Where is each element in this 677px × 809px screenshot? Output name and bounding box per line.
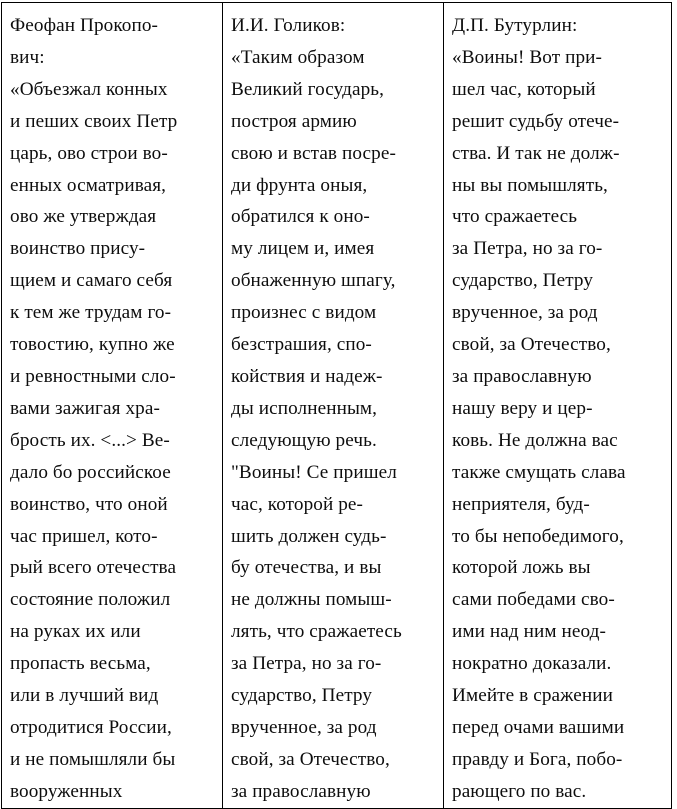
quote-line: также смущать слава <box>452 461 626 483</box>
quote-line: свой, за Отечество, <box>231 748 390 770</box>
quote-line: или в лучший вид <box>10 685 159 707</box>
quote-line: решит судьбу отече- <box>452 110 620 132</box>
quote-line: нашу веру и цер- <box>452 397 593 419</box>
quote-line: за православную <box>231 780 371 802</box>
quote-line: дало бо российское <box>10 461 171 483</box>
quote-line: состояние положил <box>10 589 171 611</box>
quote-line: ны вы помышлять, <box>452 174 608 196</box>
quote-line: пропасть весьма, <box>10 653 151 675</box>
quote-line: следующую речь. <box>231 429 377 451</box>
quote-line: воинство, что оной <box>10 493 168 515</box>
quote-line: рый всего отечества <box>10 557 177 579</box>
table-cell-golikov <box>223 3 444 809</box>
quote-line: шить должен судь- <box>231 525 387 547</box>
quote-line: то бы непобедимого, <box>452 525 624 547</box>
quote-line: Имейте в сражении <box>452 685 613 707</box>
quote-line: "Воины! Се пришел <box>231 461 397 483</box>
quote-line: лять, что сражаетесь <box>231 621 402 643</box>
sources-comparison-table <box>1 2 672 809</box>
quote-line: «Объезжал конных <box>10 78 168 100</box>
quote-line: за Петра, но за го- <box>452 238 603 260</box>
quote-line: «Таким образом <box>231 46 365 68</box>
quote-line: к тем же трудам го- <box>10 302 172 324</box>
quote-line: обнаженную шпагу, <box>231 270 396 292</box>
quote-line: час пришел, кото- <box>10 525 158 547</box>
quote-line: за православную <box>452 365 592 387</box>
quote-line: вами зажигая хра- <box>10 397 160 419</box>
cell-content-golikov <box>223 3 443 808</box>
table-cell-buturlin <box>444 3 672 809</box>
quote-line: отродитися России, <box>10 716 172 738</box>
quote-line: сударство, Петру <box>452 270 594 292</box>
quote-line: перед очами вашими <box>452 716 625 738</box>
quote-line: ковь. Не должна вас <box>452 429 618 451</box>
quote-line: ды исполненным, <box>231 397 378 419</box>
cell-content-prokopovich <box>2 3 222 808</box>
quote-line: воинство прису- <box>10 238 146 260</box>
quote-line: свою и встав посре- <box>231 142 396 164</box>
quote-line: не должны помыш- <box>231 589 392 611</box>
source-attribution: Феофан Прокопо- <box>10 15 159 36</box>
quote-line: ово же утверждая <box>10 206 157 228</box>
quote-line: рающего по вас. <box>452 780 587 802</box>
source-attribution: Д.П. Бутурлин: <box>452 15 578 36</box>
quote-line: ства. И так не долж- <box>452 142 620 164</box>
quote-line: сами победами сво- <box>452 589 615 611</box>
quote-line: построя армию <box>231 110 357 132</box>
quote-line: свой, за Отечество, <box>452 334 611 356</box>
quote-line: обратился к оно- <box>231 206 370 228</box>
table-body <box>2 3 672 809</box>
cell-content-buturlin <box>444 3 671 808</box>
quote-line: койствия и надеж- <box>231 365 383 387</box>
quote-line: произнес с видом <box>231 302 377 324</box>
quote-line: врученное, за род <box>231 716 377 738</box>
quote-line: товостию, купно же <box>10 334 175 356</box>
quote-line: Великий государь, <box>231 78 385 100</box>
quote-line: нократно доказали. <box>452 653 612 675</box>
quote-line: ди фрунта оныя, <box>231 174 368 196</box>
quote-line: которой ложь вы <box>452 557 591 579</box>
quote-line: енных осматривая, <box>10 174 167 196</box>
quote-line: сударство, Петру <box>231 685 373 707</box>
quote-line: ими над ним неод- <box>452 621 606 643</box>
quote-line: царь, ово строи во- <box>10 142 168 164</box>
quote-line: му лицем и, имея <box>231 238 375 260</box>
quote-line: шел час, который <box>452 78 596 100</box>
quote-line: правду и Бога, побо- <box>452 748 623 770</box>
quote-line: на руках их или <box>10 621 141 643</box>
quote-line: что сражаетесь <box>452 206 578 228</box>
quote-line: брость их. <...> Ве- <box>10 429 170 451</box>
quote-line: щием и самаго себя <box>10 270 173 292</box>
quote-line: и пеших своих Петр <box>10 110 178 132</box>
quote-line: вич: <box>10 46 45 68</box>
quote-line: и не помышляли бы <box>10 748 176 770</box>
table-row <box>2 3 672 809</box>
quote-line: и ревностными сло- <box>10 365 176 387</box>
source-attribution: И.И. Голиков: <box>231 15 346 36</box>
table-cell-prokopovich <box>2 3 223 809</box>
quote-line: «Воины! Вот при- <box>452 46 603 68</box>
quote-line: час, которой ре- <box>231 493 364 515</box>
quote-line: вооруженных <box>10 780 123 802</box>
quote-line: за Петра, но за го- <box>231 653 382 675</box>
quote-line: безстрашия, спо- <box>231 334 372 356</box>
quote-line: бу отечества, и вы <box>231 557 382 579</box>
quote-line: врученное, за род <box>452 302 598 324</box>
quote-line: неприятеля, буд- <box>452 493 590 515</box>
